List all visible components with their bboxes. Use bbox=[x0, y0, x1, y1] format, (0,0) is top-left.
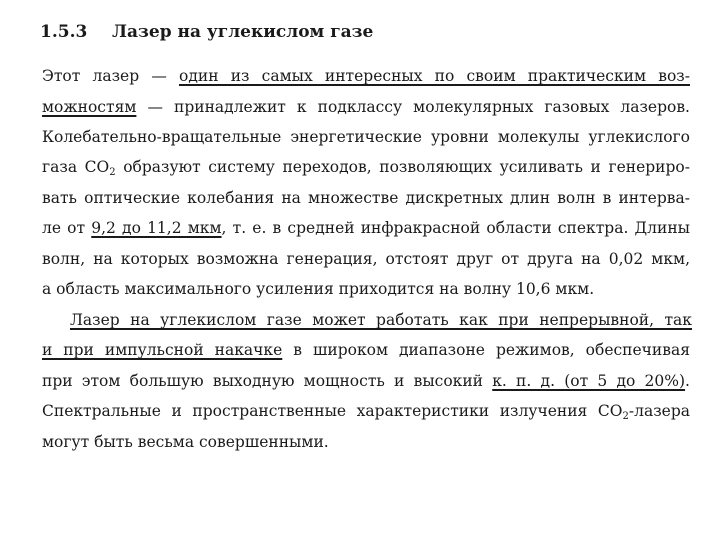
paragraph2-line4 bbox=[42, 401, 690, 423]
paragraph1-line7: волн, на которых возможна генерация, отстоят друг от друга на 0,02 мкм, bbox=[42, 250, 690, 268]
underlined-text: Лазер на углекислом газе может работать как при непрерывной, так bbox=[70, 311, 692, 329]
paragraph1-line2 bbox=[42, 97, 690, 119]
text-span: в широком диапазоне режимов, обеспечивая bbox=[282, 341, 690, 359]
underlined-text: к. п. д. (от 5 до 20%) bbox=[492, 372, 686, 390]
paragraph1-line5: вать оптические колебания на множестве дискретных длин волн в интерва- bbox=[42, 189, 690, 207]
subscript: 2 bbox=[622, 411, 629, 422]
paragraph1-line6 bbox=[42, 218, 690, 240]
text-span: ле от bbox=[42, 219, 92, 237]
text-span: Этот лазер — bbox=[42, 67, 179, 85]
text-span: , т. е. в средней инфракрасной области спектра. Длины bbox=[221, 219, 690, 237]
paragraph1-line8: а область максимального усиления приходится на волну 10,6 мкм. bbox=[42, 280, 595, 298]
subscript: 2 bbox=[109, 167, 116, 178]
paragraph2-line5: могут быть весьма совершенными. bbox=[42, 433, 329, 451]
underlined-text: 9,2 до 11,2 мкм bbox=[91, 219, 222, 237]
paragraph1-line3: Колебательно-вращательные энергетические уровни молекулы углекислого bbox=[42, 128, 690, 146]
section-heading bbox=[40, 22, 373, 42]
paragraph2-line2 bbox=[42, 340, 690, 362]
text-span: образуют систему переходов, позволяющих усиливать и генериро- bbox=[115, 158, 690, 176]
section-title: Лазер на углекислом газе bbox=[112, 22, 374, 42]
text-span: . bbox=[685, 372, 690, 390]
paragraph2-line3 bbox=[42, 371, 690, 393]
paragraph1-line1 bbox=[42, 66, 690, 88]
paragraph1-line4 bbox=[42, 157, 690, 179]
underlined-text: можностям bbox=[42, 98, 137, 116]
text-span: -лазера bbox=[628, 402, 690, 420]
text-span: газа CO bbox=[42, 158, 110, 176]
text-span: — принадлежит к подклассу молекулярных газовых лазеров. bbox=[136, 98, 690, 116]
underlined-text: и при импульсной накачке bbox=[42, 341, 283, 359]
text-span: при этом большую выходную мощность и высокий bbox=[42, 372, 493, 390]
text-span: Спектральные и пространственные характеристики излучения CO bbox=[42, 402, 623, 420]
paragraph2-line1 bbox=[70, 310, 692, 332]
section-number: 1.5.3 bbox=[40, 22, 88, 42]
underlined-text: один из самых интересных по своим практическим воз- bbox=[179, 67, 690, 85]
